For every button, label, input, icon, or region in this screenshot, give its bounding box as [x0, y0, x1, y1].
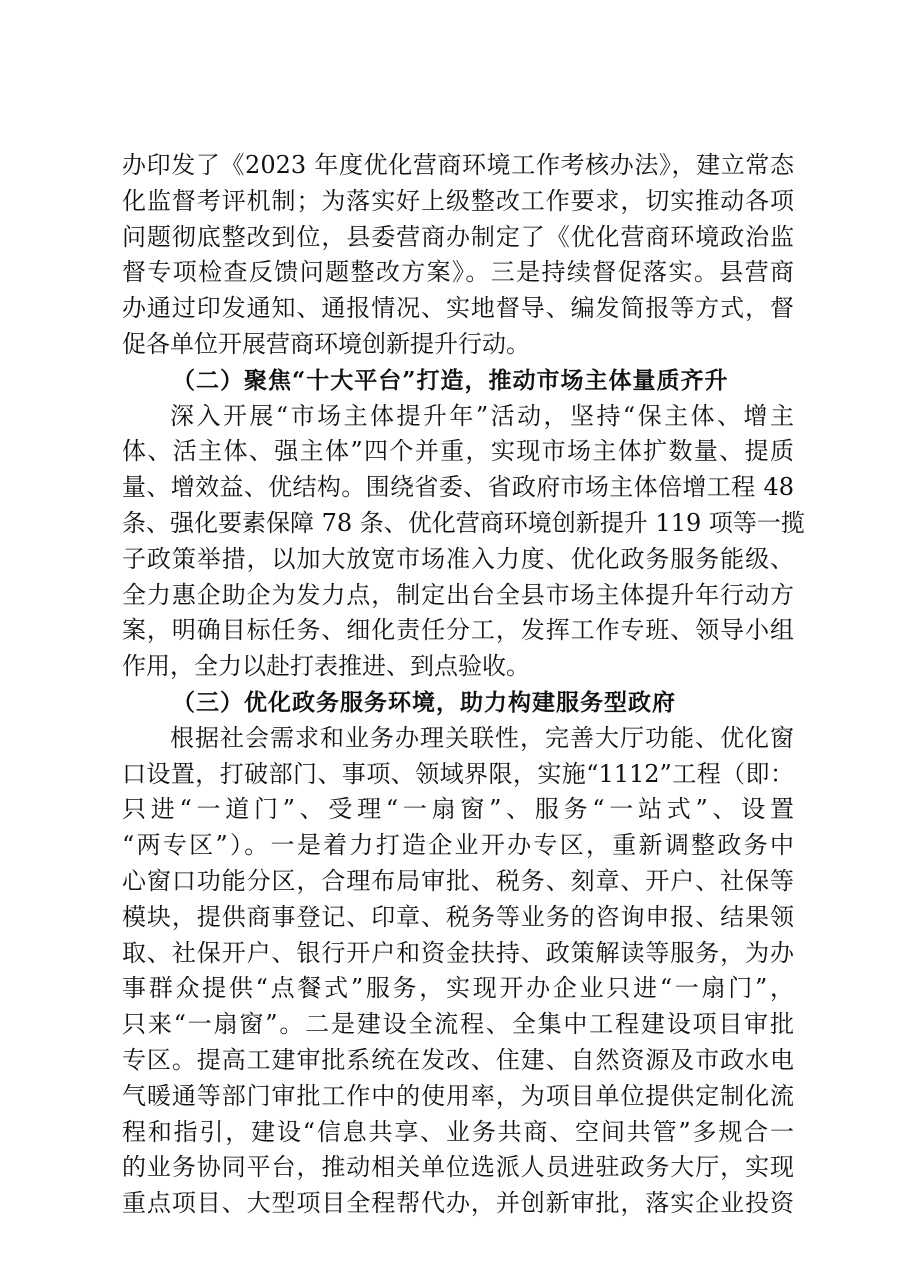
- text-line: 案，明确目标任务、细化责任分工，发挥工作专班、领导小组: [122, 616, 794, 645]
- text-line: 模块，提供商事登记、印章、税务等业务的咨询申报、结果领: [122, 902, 794, 931]
- text-line: “两专区”）。一是着力打造企业开办专区，重新调整政务中: [122, 831, 794, 860]
- text-line: 条、强化要素保障 78 条、优化营商环境创新提升 119 项等一揽: [122, 508, 805, 537]
- section-2-paragraph: [122, 399, 805, 685]
- text-line: 促各单位开展营商环境创新提升行动。: [122, 329, 530, 358]
- text-line: 心窗口功能分区，合理布局审批、税务、刻章、开户、社保等: [122, 866, 794, 895]
- text-line: 子政策举措，以加大放宽市场准入力度、优化政务服务能级、: [122, 544, 794, 573]
- text-line: 气暖通等部门审批工作中的使用率，为项目单位提供定制化流: [122, 1081, 794, 1110]
- document-page: [122, 148, 805, 1222]
- section-heading-2: （二）聚焦“十大平台”打造，推动市场主体量质齐升: [172, 366, 729, 394]
- text-line: 重点项目、大型项目全程帮代办，并创新审批，落实企业投资: [122, 1189, 794, 1218]
- text-line: 量、增效益、优结构。围绕省委、省政府市场主体倍增工程 48: [122, 473, 794, 502]
- text-line: 专区。提高工建审批系统在发改、住建、自然资源及市政水电: [122, 1045, 794, 1074]
- text-line: 问题彻底整改到位，县委营商办制定了《优化营商环境政治监: [122, 222, 794, 251]
- text-line: 只进“一道门”、受理“一扇窗”、服务“一站式”、设置: [122, 795, 794, 824]
- paragraph-continued: [122, 148, 794, 363]
- section-3-paragraph: [122, 721, 794, 1222]
- text-line: 取、社保开户、银行开户和资金扶持、政策解读等服务，为办: [122, 938, 794, 967]
- text-line: 的业务协同平台，推动相关单位选派人员进驻政务大厅，实现: [122, 1153, 794, 1182]
- text-line: 根据社会需求和业务办理关联性，完善大厅功能、优化窗: [170, 723, 794, 752]
- text-line: 事群众提供“点餐式”服务，实现开办企业只进“一扇门”，: [122, 974, 794, 1003]
- text-line: 办通过印发通知、通报情况、实地督导、编发简报等方式，督: [122, 294, 794, 323]
- text-line: 办印发了《2023 年度优化营商环境工作考核办法》，建立常态: [122, 151, 794, 179]
- text-line: 全力惠企助企为发力点，制定出台全县市场主体提升年行动方: [122, 580, 794, 609]
- text-line: 深入开展“市场主体提升年”活动，坚持“保主体、增主: [170, 401, 794, 430]
- section-heading-3: （三）优化政务服务环境，助力构建服务型政府: [172, 688, 676, 716]
- text-line: 口设置，打破部门、事项、领域界限，实施“1112”工程（即：: [122, 759, 794, 788]
- text-line: 只来“一扇窗”。二是建设全流程、全集中工程建设项目审批: [122, 1010, 794, 1039]
- text-line: 督专项检查反馈问题整改方案》。三是持续督促落实。县营商: [122, 258, 794, 287]
- text-line: 程和指引，建设“信息共享、业务共商、空间共管”多规合一: [122, 1117, 794, 1146]
- text-line: 作用，全力以赴打表推进、到点验收。: [122, 652, 530, 681]
- text-line: 体、活主体、强主体”四个并重，实现市场主体扩数量、提质: [122, 437, 794, 466]
- text-line: 化监督考评机制；为落实好上级整改工作要求，切实推动各项: [122, 186, 794, 215]
